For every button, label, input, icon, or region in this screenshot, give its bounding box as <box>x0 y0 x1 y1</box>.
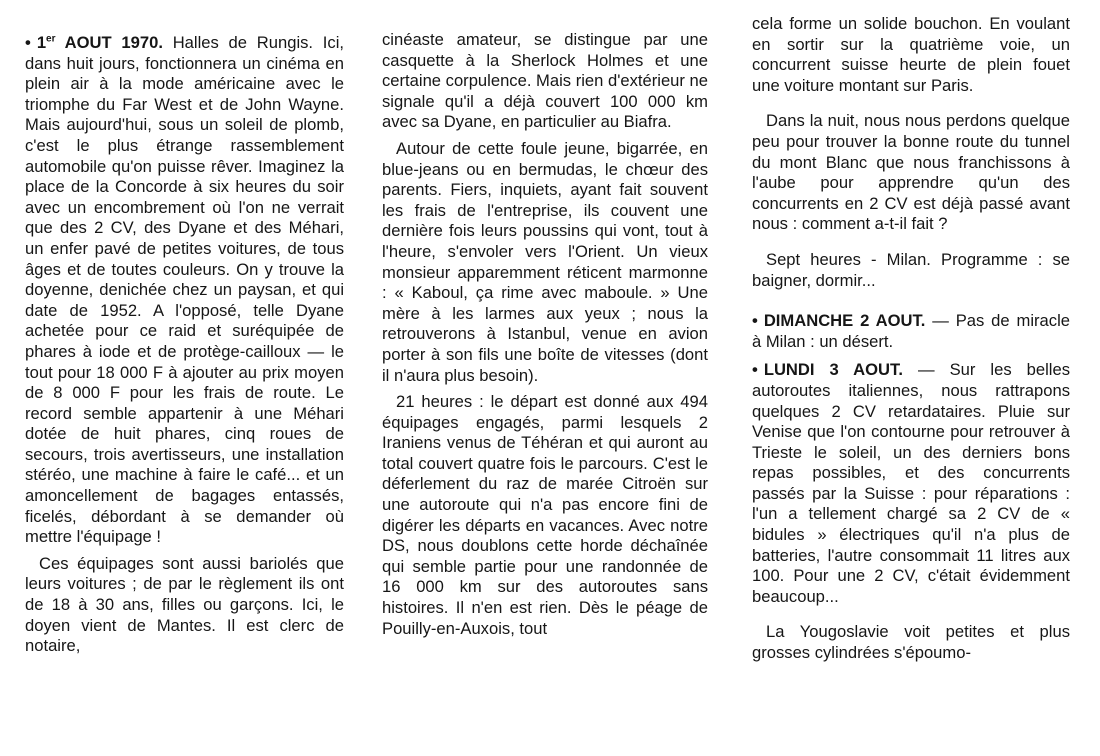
date-superscript: er <box>46 33 56 45</box>
date-day: 1 <box>36 33 47 52</box>
column-1 <box>25 33 344 657</box>
section-text: — Sur les belles autoroutes italiennes, nous rattrapons quelques 2 CV retardataires. Pluie sur Venise que l'on contourne pour retrouver à Trieste le soleil, un des derniers bons repas possibles, et des concurrents passés par la Suisse : pour réparations : l'un a tellement chargé sa 2 CV de « bidules » électriques qu'il n'a plus de batteries, l'autre consommait 11 litres aux 100. Pour une 2 CV, c'était évidemment beaucoup... <box>752 360 1070 606</box>
bullet: • <box>752 360 758 380</box>
section-lundi-3-aout <box>752 360 1070 607</box>
section-dimanche-2-aout <box>752 311 1070 352</box>
section-heading: DIMANCHE 2 AOUT. <box>763 311 926 331</box>
paragraph-depart: 21 heures : le départ est donné aux 494 équipages engagés, parmi lesquels 2 Iraniens venus de Téhéran et qui auront au total couvert quatre fois le parcours. C'est le déferlement du raz de marée Citroën sur une autoroute qui n'a pas encore fini de digérer les départs en vacances. Avec notre DS, nous doublons cette horde déchaînée qui semble partie pour une randonnée de 16 000 km sur des autoroutes sans histoires. Il n'en est rien. Dès le péage de Pouilly-en-Auxois, tout <box>382 392 708 638</box>
paragraph-equipages: Ces équipages sont aussi bariolés que leurs voitures ; de par le règlement ils ont de 18 à 30 ans, filles ou garçons. Ici, le doyen vient de Mantes. Il est clerc de notaire, <box>25 553 344 656</box>
paragraph-yougoslavie: La Yougoslavie voit petites et plus grosses cylindrées s'époumo- <box>752 622 1070 663</box>
section-text: — Pas de miracle à Milan : un désert. <box>752 311 1070 351</box>
paragraph-nuit: Dans la nuit, nous nous perdons quelque peu pour trouver la bonne route du tunnel du mont Blanc que nous franchissons à l'aube pour apprendre qu'un des concurrents en 2 CV est déjà passé avant nous : comment a-t-il fait ? <box>752 111 1070 234</box>
paragraph-parents: Autour de cette foule jeune, bigarrée, en blue-jeans ou en bermudas, le chœur des parents. Fiers, inquiets, ayant fait souvent les frais de l'entreprise, ils couvent une dernière fois leurs poussins qui vont, tout à l'heure, s'envoler vers l'Orient. Un vieux monsieur apparemment réticent marmonne : « Kaboul, ça rime avec maboule. » Une mère à les larmes aux yeux ; nous la retrouverons à Istanbul, venue en avion porter à son fils une boîte de vitesses (dont il n'aura plus besoin). <box>382 138 708 385</box>
bullet: • <box>752 311 758 331</box>
paragraph-text: Halles de Rungis. Ici, dans huit jours, fonctionnera un cinéma en plein air à la mode américaine avec le triomphe du Far West et de John Wayne. Mais aujourd'hui, sous un soleil de plomb, c'est le plus étrange rassemblement automobile qu'on puisse rêver. Imaginez la place de la Concorde à six heures du soir avec un encombrement où l'on ne verrait que des 2 CV, des Dyane et des Méhari, un enfer pavé de petites voitures, de tous âges et de toutes couleurs. On y trouve la doyenne, denichée chez un paysan, et qui date de 1952. A l'opposé, telle Dyane achetée pour ce raid et suréquipée de phares à iode et de protège-cailloux — le tout pour 18 000 F à ajouter au prix moyen de 8 000 F pour les frais de route. Le record semble appartenir à une Méhari dotée de huit phares, cinq roues de secours, trois avertisseurs, une installation stéréo, une machine à faire le café... et un amoncellement de bagages entassés, ficelés, débordant à se demander où mettre l'équipage ! <box>25 33 344 547</box>
paragraph-milan: Sept heures - Milan. Programme : se baigner, dormir... <box>752 249 1070 290</box>
bullet: • <box>25 33 31 52</box>
section-heading: LUNDI 3 AOUT. <box>763 360 903 380</box>
paragraph-cineaste: cinéaste amateur, se distingue par une casquette à la Sherlock Holmes et une certaine corpulence. Mais rien d'extérieur ne signale qu'il a déjà couvert 100 000 km avec sa Dyane, en particulier au Biafra. <box>382 30 708 132</box>
paragraph-1-aout-1970 <box>25 33 344 548</box>
column-3 <box>752 14 1070 664</box>
paragraph-bouchon: cela forme un solide bouchon. En voulant en sortir sur la quatrième voie, un concurrent suisse heurte de plein fouet une voiture montant sur Paris. <box>752 14 1070 95</box>
date-rest: AOUT 1970. <box>55 33 163 52</box>
column-2 <box>382 30 708 639</box>
section-date-heading <box>37 33 163 52</box>
